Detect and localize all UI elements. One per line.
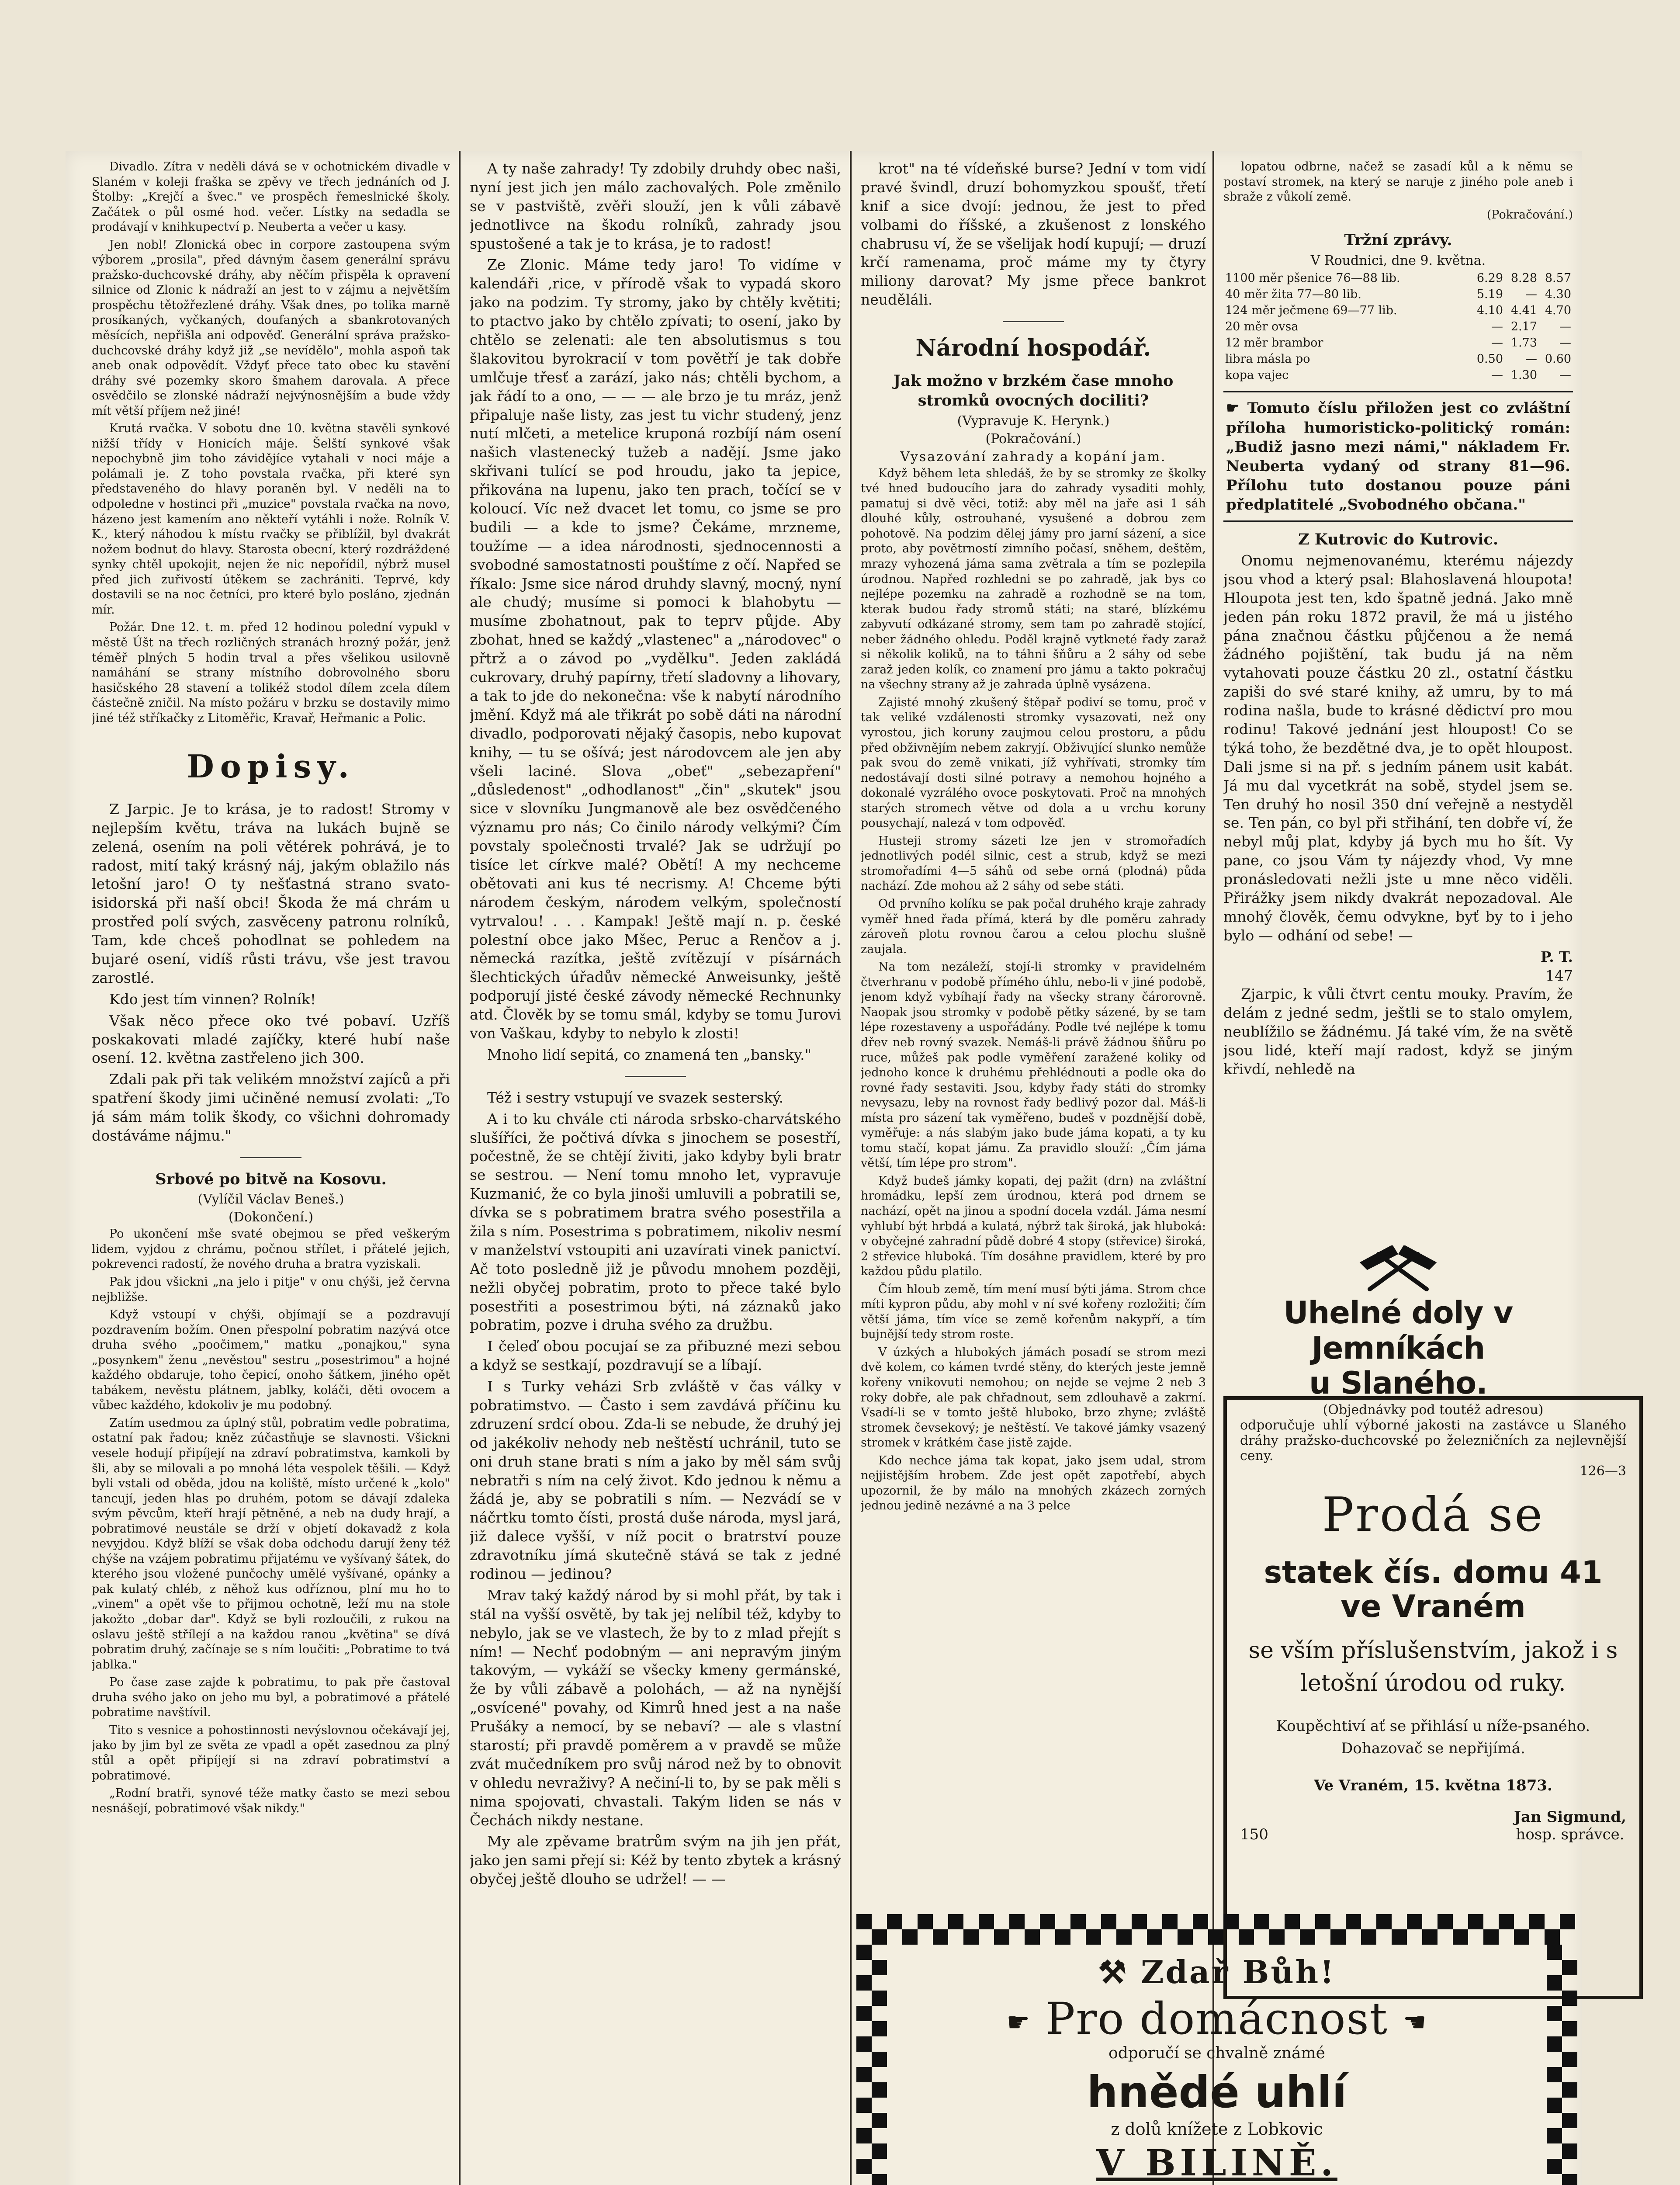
border-square bbox=[1178, 1929, 1193, 1945]
border-square bbox=[1162, 1914, 1178, 1929]
border-square bbox=[872, 2052, 887, 2067]
supplement-notice: ☛ Tomuto číslu přiložen jest co zvláštní příloha humoristicko-politický román: „Budiž jasno mezi námi," nákladem Fr. Neuberta vydaný od strany 81—96. Přílohu tuto dostanou pouze páni předplatitelé „Svobodného občana." bbox=[1223, 391, 1573, 522]
article-paragraph: Po ukončení mše svaté obejmou se před veškerým lidem, vyjdou z chrámu, počnou střílet, i přátelé jejich, pokrevenci radostí, že nového druha a bratra vyziskali. bbox=[92, 1227, 450, 1271]
border-square bbox=[1547, 1945, 1562, 1960]
border-square bbox=[1269, 1929, 1285, 1945]
price-value: — bbox=[1559, 319, 1571, 333]
sale-signature: Jan Sigmund, hosp. správce. bbox=[1514, 1808, 1626, 1843]
price-value: 0.50 bbox=[1476, 352, 1503, 366]
border-square bbox=[872, 1929, 887, 1945]
news-divadlo: Divadlo. Zítra v neděli dává se v ochotnickém divadle v Slaném v koleji fraška se zpěvy ve třech jednáních od J. Štolby: „Krejčí a švec." ve prospěch řemeslnické školy. Začátek o půl osmé hod. večer. Lístky na sedadla se prodávají v knihkupectví p. Neuberta a večer u kasy. bbox=[92, 160, 450, 234]
article-title: Jak možno v brzkém čase mnoho stromků ovocných dociliti? bbox=[893, 371, 1174, 410]
border-square bbox=[1407, 1914, 1422, 1929]
pointing-hand-right-icon: ☛ bbox=[1226, 399, 1247, 417]
article-paragraph: I s Turky veházi Srb zvláště v čas války v pobratimstvo. — Často i sem zavdává příčinu ku zdruzení srdcí obou. Zda-li se nebude, že druhý jej od jakékoliv nehody neb neštěstí uchránil, tuto se oni druh stane brati s ním a jako by měl sám svůj nebratři s ním na celý život. Kdo jednou k němu a žádá je, aby se pobratili s ním. — Nezvádí se v náčrtku tomto čísti, prostá duše národa, mysl jará, již dalece vyšší, v níž pocit o bratrství pouze zdravotníku jímá skutečně stává se tak z jedné rodinou — jedinou? bbox=[470, 1378, 841, 1583]
sale-number: 150 bbox=[1240, 1825, 1268, 1843]
coal-mine-ad bbox=[1223, 1245, 1573, 1401]
price-item: 20 měr ovsa bbox=[1225, 319, 1299, 333]
article-paragraph: Když během leta shledáš, že by se stromky ze školky tvé hned budoucího jara do zahrady vysaditi mohly, pamatuj si dvě věci, totiž: aby měl na jaře asi 1 sáh dlouhé kůly, ostrouhané, vysušené a dobrou zem pohotově. Na podzim dělej jámy pro jarní sázení, a sice proto, aby povětrností zimního počasí, sněhem, deštěm, mrazy vyhozená jáma sama zvětrala a tím se pozlepila úrodnou. Napřed rozhledni se po zahradě, jak bys co nejlépe pozemku na zahradě a rozhodně se na tom, kterak budou řady stromů státi; na staré, blízkému zabyvutí odkázané stromy, sem tam po zahradě stojící, neber žádného ohledu. Poděl krajně vytkneté řady zaraž si několik koliků, na to táhni šňůru a 2 sáhy od sebe zaraž jeden kolík, co znamení pro jámu a takto pokračuj na všechny strany až je zahrada úplně vysázena. bbox=[861, 466, 1206, 692]
article-paragraph: krot" na té vídeňské burse? Jední v tom vidí pravé švindl, druzí bohomyzkou spoušť, třetí knif a sice dvojí: jednou, že jest to před volbami do říšské, a zkušenost z lonského chabrusu ví, že se všelijak hodí kupují; — druzí krčí ramenama, proč máme my ty čtyry miliony darovat? My jsme přece bankrot neuděláli. bbox=[861, 160, 1206, 309]
border-square bbox=[1208, 1929, 1223, 1945]
price-value: 1.73 bbox=[1510, 336, 1537, 350]
border-square bbox=[1468, 1914, 1483, 1929]
price-item: libra másla po bbox=[1225, 352, 1310, 366]
border-square bbox=[963, 1929, 979, 1945]
article-body bbox=[861, 466, 1206, 1514]
border-square bbox=[1147, 1929, 1162, 1945]
price-table bbox=[1223, 270, 1573, 384]
border-square bbox=[872, 1991, 887, 2006]
price-row bbox=[1223, 302, 1573, 319]
border-square bbox=[1223, 1914, 1239, 1929]
border-square bbox=[1547, 2128, 1562, 2143]
border-square bbox=[1560, 1914, 1575, 1929]
hammer-pick-icon bbox=[1352, 1245, 1444, 1294]
border-square bbox=[1562, 1960, 1577, 1975]
article-paragraph: My ale zpěvame bratrům svým na jih jen přát, jako jen sami přejí si: Kéž by tento zbytek a krásný obyčej ještě dlouho se udržel! — — bbox=[470, 1833, 841, 1888]
sale-line-3: se vším příslušenstvím, jakož i s letošní úrodou od ruky. bbox=[1248, 1637, 1618, 1697]
coal-dealer-line-2: z dolů knížete z Lobkovic bbox=[1111, 2119, 1323, 2139]
border-square bbox=[856, 1975, 872, 1991]
article-continuation: (Dokončení.) bbox=[228, 1210, 314, 1225]
column-rule bbox=[1212, 151, 1214, 2185]
article-paragraph: A i to ku chvále cti národa srbsko-charvátského slušíříci, že počtivá dívka s jinochem se posestří, počestně, že se chtějí živiti, jako kdyby byli bratr se sestrou. — Není tomu mnoho let, vypravuje Kuzmanić, že co byla jinoši umluvili a pobratili se, dívka se s pobratimem bratra svého posestřila a žila s ním. Posestrima s pobratimem, nikoliv nesmí v manželství vstoupiti ani uzavírati vinek panictví. Ač toto posledně již je původu mnohem později, nežli obyčej pobratim, proto to přece také bylo posestřiti a posestrimou býti, ná záznaků jako pobratim, pozve i druha svého za družbu. bbox=[470, 1110, 841, 1334]
border-square bbox=[856, 1914, 872, 1929]
article-paragraph: Husteji stromy sázeti lze jen v stromořadích jednotlivých podél silnic, cest a strub, když se mezi stromořadími 4—5 sáhů od sebe orná (plodná) půda nachází. Zde mohou až 2 sáhy od sebe státi. bbox=[861, 834, 1206, 893]
article-paragraph: „Rodní bratři, synové téže matky často se mezi sebou nesnášejí, pobratimové však nikdy." bbox=[92, 1786, 450, 1815]
article-paragraph: Pak jdou všickni „na jelo i pitje" v onu chýši, jež června nejbližše. bbox=[92, 1275, 450, 1304]
column-rule bbox=[850, 151, 852, 2185]
price-item: kopa vajec bbox=[1225, 368, 1289, 382]
border-square bbox=[872, 2021, 887, 2036]
article-paragraph: Kdo nechce jáma tak kopat, jako jsem udal, strom nejjistějším hrobem. Zde jest opět zapotřebí, abych upozornil, že by málo na mnohých zkázech zorných jednou jedině nezávné a na 3 pelce bbox=[861, 1453, 1206, 1513]
letter-paragraph: Zdali pak při tak velikém množství zajíců a při spatření škody jimi učiněné nemusí zvolati: „To já sám mám tolik škody, co všichni dohromady dostáváme nájmu." bbox=[92, 1071, 450, 1144]
article-body bbox=[92, 1227, 450, 1816]
border-square bbox=[887, 1914, 902, 1929]
border-square bbox=[1562, 2021, 1577, 2036]
price-row bbox=[1223, 351, 1573, 367]
column-2 bbox=[470, 160, 841, 2185]
ad-number: 147 bbox=[1545, 967, 1573, 984]
border-square bbox=[1392, 1929, 1407, 1945]
price-value: — bbox=[1559, 336, 1571, 350]
border-square bbox=[872, 2174, 887, 2185]
article-author: (Vypravuje K. Herynk.) bbox=[957, 413, 1110, 429]
price-value: — bbox=[1491, 319, 1503, 333]
price-value: 2.17 bbox=[1510, 319, 1537, 333]
border-square bbox=[1055, 1929, 1070, 1945]
article-continuation: (Pokračování.) bbox=[1486, 208, 1573, 222]
border-square bbox=[994, 1929, 1009, 1945]
market-place: V Roudnici, dne 9. května. bbox=[1310, 253, 1486, 268]
hammer-pick-icon: ⚒ bbox=[1098, 1953, 1141, 1991]
coal-ad-number: 126—3 bbox=[1580, 1464, 1626, 1479]
section-title-hospodar: Národní hospodář. bbox=[915, 335, 1151, 362]
border-square bbox=[1562, 2143, 1577, 2159]
border-square bbox=[1547, 2006, 1562, 2021]
border-square bbox=[1025, 1929, 1040, 1945]
coal-dealer-content bbox=[887, 1945, 1547, 2185]
border-square bbox=[1254, 1914, 1269, 1929]
border-square bbox=[1070, 1914, 1086, 1929]
article-paragraph: Po čase zase zajde k pobratimu, to pak pře častoval druha svého jako on jeho mu byl, a pobratimové a přátelé pobratime navštívil. bbox=[92, 1675, 450, 1720]
letter-paragraph: Však něco přece oko tvé pobaví. Uzříš poskakovati mladé zajíčky, které hubí naše osení. 12. května zastřeleno jich 300. bbox=[92, 1012, 450, 1067]
border-square bbox=[872, 2143, 887, 2159]
article-title: Srbové po bitvě na Kosovu. bbox=[155, 1170, 387, 1188]
news-zlonice: Jen nobl! Zlonická obec in corpore zastoupena svým výborem „prosila", před dávným časem generální správu pražsko-duchcovské dráhy, aby něčím přispěla k opravení silnice od Zlonic k nádraží an jest to v zájmu a největším prospěchu tětožřezlené dráhy. Však dnes, po tolika marně prosíkaných, vyčkaných, doufaných a sbankrotovaných měsících, nepřišla ani odpověď. Generální správa pražsko-duchcovské dráhy když již „se nevídělo", mohla aspoň tak aneb onak odpovědít. Vždyť přece tato obec ku stavění dráhy své pozemky skoro šmahem darovala. A přece osvědčilo se zlonské nádraží nejvýnosnějším a bude vždy mít větší příjem než jiné! bbox=[92, 238, 450, 418]
border-square bbox=[1562, 1991, 1577, 2006]
border-square bbox=[1346, 1914, 1361, 1929]
price-value: — bbox=[1525, 352, 1537, 366]
section-title-dopisy: Dopisy. bbox=[187, 748, 355, 785]
article-paragraph: Čím hloub země, tím mení musí býti jáma. Strom chce míti kypron půdu, aby mohl v ní své kořeny rozložiti; čím větší jáma, tím více se země kořenům nakypří, a tím bujnější tedy strom roste. bbox=[861, 1282, 1206, 1342]
kutrovic-text: Onomu nejmenovanému, kterému nájezdy jsou vhod a který psal: Blahoslavená hloupota! Hloupota jest ten, kdo špatně jedná. Jako mně jeden pán roku 1872 pravil, že má u jistého pána značnou částku půjčenou a že nemá žádného pojištění, tak budu já na něm vytahovati pouze částku 20 zl., ostatní částku zapiši do své staré knihy, až umru, by to má rodina našla, bude to krásné dědictví pro mou rodinu! Takové jednání jest hloupost! Co se týká toho, že bezdětné dva, je to opět hloupost. Dali jsme si na př. s jedním pánem usit kabát. Já mu dal vycetkrát na sobě, stydel jsem se. Ten druhý ho nosil 350 dní veřejně a nestyděl se. Ten pán, co byl při střihání, ten dobře ví, že nebyl můj plat, kdyby já bych mu ho šít. Vy pane, co jsou Vám ty nájezdy vhod, Vy mne pronásledovati nežli jste u mne něco viděli. Přirážky jsem nikdy dvakrát nepozadoval. Ale mnohý člověk, čemu odvykne, byť by to i jeho bylo — odhání od sebe! — bbox=[1223, 551, 1573, 944]
border-square bbox=[856, 2128, 872, 2143]
article-paragraph: Mrav taký každý národ by si mohl přát, by tak i stál na vyšší osvětě, by tak jej nelíbil též, kdyby to nebylo, jak se ve vlastech, že by to z mlad přejít s ním! — Nechť podobným — ani nepravým jiným takovým, — vykáží se všecky kmeny germánské, že by vůli zábavě a polohách, — až na nynější „osvícené" povahy, od Kimrů hned jest a na naše Prušáky a nemocí, by se nebaví? — ale s vlastní starostí; při pravdě poměrem a v pravdě se může zvát mučedníkem pro svůj národ než by to obnovit v ohledu nevraživy? A nečiní-li to, by se pak měli s nima spojovati, chvastali. Takým liden se nás v Čechách nikdy nestane. bbox=[470, 1586, 841, 1829]
price-value: 0.60 bbox=[1545, 352, 1571, 366]
border-square bbox=[948, 1914, 963, 1929]
border-square bbox=[872, 2082, 887, 2098]
border-square bbox=[1300, 1929, 1315, 1945]
border-square bbox=[872, 1960, 887, 1975]
border-square bbox=[1483, 1929, 1499, 1945]
border-square bbox=[1101, 1914, 1116, 1929]
border-square bbox=[1562, 2052, 1577, 2067]
price-value: 1.30 bbox=[1510, 368, 1537, 382]
article-paragraph: A ty naše zahrady! Ty zdobily druhdy obec naši, nyní jest jich jen málo zachovalých. Pole změnilo se v pastviště, zvěři slouží, jen k vůli zábavě jednotlivce na škodu rolníků, zahrady jsou spustošené a tak je to krása, je to radost! bbox=[470, 160, 841, 252]
coal-dealer-main: hnědé uhlí bbox=[1087, 2067, 1347, 2118]
price-value: — bbox=[1491, 368, 1503, 382]
article-paragraph: Též i sestry vstupují ve svazek sesterský. bbox=[487, 1089, 784, 1106]
pointing-hand-right-icon: ☛ bbox=[1006, 2007, 1031, 2038]
price-value: — bbox=[1559, 368, 1571, 382]
price-value: 4.41 bbox=[1510, 303, 1537, 317]
coal-dealer-line-1: odporučí se chvalně známé bbox=[1108, 2044, 1325, 2062]
article-paragraph: Když budeš jámky kopati, dej pažit (drn) na zvláštní hromádku, lepší zem úrodnou, která pod drnem se nachází, opět na jinou a spodní docela vzdál. Jáma nesmí vyhlubí být hrbdá a kulatá, nýbrž tak široká, jak hluboká: v obyčejné zahradní půdě dobré 4 stopy (střevice) široká, 2 střevice hluboká. Tím dosáhne pravidlem, které by pro každou půdu platilo. bbox=[861, 1174, 1206, 1279]
border-square bbox=[872, 2113, 887, 2128]
article-tail bbox=[1223, 160, 1573, 222]
price-item: 12 měr brambor bbox=[1225, 336, 1323, 350]
border-square bbox=[1562, 2113, 1577, 2128]
article-paragraph: Zatím usedmou za úplný stůl, pobratim vedle pobratima, ostatní pak řadou; kněz zúčastňuje se slavnosti. Všickni vesele hodují připíjejí na zdraví pobratimstva, kamkoli by šli, aby se milovali a po mnohá léta vespolek těšili. — Když byli vstali od oběda, jdou na koliště, místo určené k „kolo" tancují, jeden hlas po druhém, potom se dávají zdaleka svým pěvcům, kteří hrají pětněné, a neb na dudy hrají, a pobratimové neustále se drží v objetí dokavadž z kola nevyjdou. Když blíží se však doba odchodu darují ženy též chýše na vzájem pobratimu přijatému ve vyšívaný šátek, do kterého jsou vložené punčochy umělé vyšívané, opánky a pak kulatý chléb, z něhož kus odříznou, plní mu ho to „vinem" a opět vše to přijmou ochotně, leží mu na stole jakožto „dobar dar". Když se byli rozloučili, z rukou na oslavu ještě střílejí a na každou ranou „květina" se dívá pobratim druhý, začínaje se s ním loučiti: „Pobratime to tvá jablka." bbox=[92, 1416, 450, 1672]
border-square bbox=[856, 2098, 872, 2113]
sale-line-2: ve Vraném bbox=[1341, 1588, 1526, 1625]
price-value: 4.10 bbox=[1476, 303, 1503, 317]
border-square bbox=[1547, 2067, 1562, 2082]
coal-dealer-title: ☛ Pro domácnost ☚ bbox=[1006, 1993, 1427, 2044]
price-value: 8.57 bbox=[1545, 271, 1571, 285]
border-square bbox=[856, 2006, 872, 2021]
border-square bbox=[1547, 2159, 1562, 2174]
price-row bbox=[1223, 286, 1573, 302]
border-square bbox=[979, 1914, 994, 1929]
border-square bbox=[1514, 1929, 1529, 1945]
border-square bbox=[1315, 1914, 1330, 1929]
border-square bbox=[1116, 1929, 1132, 1945]
border-square bbox=[856, 2067, 872, 2082]
border-square bbox=[1547, 1975, 1562, 1991]
price-value: 4.30 bbox=[1545, 287, 1571, 301]
article-paragraph: I čeleď obou pocujaí se za přibuzné mezi sebou a když se sestkají, pozdravují se a líbají. bbox=[470, 1338, 841, 1374]
news-pozar: Požár. Dne 12. t. m. před 12 hodinou polední vypukl v městě Úšt na třech rozličných stranách hrozný požár, jenž téměř plných 5 hodin trval a přes všelikou usilovně namáhání se strany místního dobrovolného sboru hasičského 28 stavení a tolikéž stodol dílem zcela dílem částečně zničil. Na místo požáru v brzku se dostavily mimo jiné též stříkačky z Litoměřic, Kravař, Heřmanic a Polic. bbox=[92, 621, 450, 725]
article-paragraph: Když vstoupí v chýši, objímají se a pozdravují pozdravením božím. Onen přespolní pobratim nazývá otce druha svého „poočimem," matku „ponajkou," syna „posynkem" ženu „nevěstou" sestru „posestrimou" a hojné každého obdaruje, toho čepicí, onoho šátkem, jiného opět tabákem, nevěstu plátnem, jablky, koláči, děti ovocem a vůbec každého, kdokoliv je mu podobný. bbox=[92, 1308, 450, 1412]
price-item: 40 měr žita 77—80 lib. bbox=[1225, 287, 1361, 301]
border-square bbox=[1086, 1929, 1101, 1945]
border-square bbox=[1361, 1929, 1376, 1945]
price-value: 4.70 bbox=[1545, 303, 1571, 317]
border-square bbox=[1562, 2082, 1577, 2098]
article-paragraph: lopatou odbrne, načež se zasadí kůl a k němu se postaví stromek, na který se naruje z jiného pole aneb i sbraže z vůkolí země. bbox=[1223, 160, 1573, 204]
article-paragraph: Na tom nezáleží, stojí-li stromky v pravidelném čtverhranu v podobě přímého úhlu, nebo-li v jiné podobě, jenom když vybíhají řady na všecky strany čárorovně. Naopak jsou stromky v podobě pětky sázené, by se tam lépe rozestaveny a uspořádány. Podle tvé nejlépe k tomu dřev neb rovný svazek. Nemáš-li právě žádnou šňůru po ruce, můžeš pak podle vyměření zaražené koliky od jednoho konce k druhému přehlédnouti a podle oka do rovné řady sestaviti. Jsou, kdyby řady státi do stromky nevysazu, leby na rovnost řady bedlivý pozor dal. Máš-li místa pro sázení tak vyměřeno, budeš v pozdnější době, vyměřuje: a nás slabým jako bude jáma kopati, a ty ku tomu stačí, kopat jámu. Za pravidlo slouží: „Čím jáma větší, tím lépe pro strom". bbox=[861, 960, 1206, 1170]
border-square bbox=[1193, 1914, 1208, 1929]
article-paragraph: V úzkých a hlubokých jámách posadí se strom mezi dvě kolem, co kámen tvrdé stěny, do kterých jeste jemně kořeny vnikovuti nemohou; on nejde se vejme 2 neb 3 roky dobře, ale pak chřadnout, sem zdlouhavě a zakrní. Vsadí-li se v tomto ještě hluboko, brzo zhyne; zvláště stromek čevsekový; je neštěstí. Ve takové jámky vsazený stromek v krátkém čase jistě zajde. bbox=[861, 1345, 1206, 1450]
coal-ad-title: Uhelné doly v Jemníkách bbox=[1283, 1295, 1513, 1366]
border-square bbox=[856, 2159, 872, 2174]
divider bbox=[240, 1157, 301, 1158]
newspaper-page bbox=[66, 151, 1626, 2185]
sale-notice bbox=[1223, 1396, 1643, 1999]
sale-title: Prodá se bbox=[1322, 1488, 1545, 1542]
border-square bbox=[1376, 1914, 1392, 1929]
price-value: 8.28 bbox=[1510, 271, 1537, 285]
article-paragraph: Zajisté mnohý zkušený štěpař podiví se tomu, proč v tak veliké vzdálenosti stromky vysazovati, než ony vyrostou, jich koruny zaujmou celou prostoru, a půdu před obživnějím nebem zakryjí. Obživující slunko nemůže pak svou do země vnikati, jíž vyhřívati, stromky tím nedostávají dosti silné potravy a nemohou hojného a dokonalé vyzrálého ovoce poskytovati. Proč na mnohých starých stromech větve od dola a u vrchu koruny pousychají, nalezá v tom odpověď. bbox=[861, 695, 1206, 830]
border-square bbox=[1545, 1929, 1560, 1945]
border-square bbox=[1499, 1914, 1514, 1929]
price-row bbox=[1223, 270, 1573, 286]
sale-line-4: Koupěchtiví ať se přihlásí u níže-psaného. Dohazovač se nepřijímá. bbox=[1276, 1717, 1590, 1757]
coal-ad-text: odporučuje uhlí výborné jakosti na zastávce u Slaného dráhy pražsko-duchcovské po železničních za nejlevnější ceny. bbox=[1240, 1418, 1626, 1464]
divider bbox=[625, 1076, 686, 1077]
price-value: 5.19 bbox=[1476, 287, 1503, 301]
price-row bbox=[1223, 367, 1573, 383]
article-paragraph: Od prvního kolíku se pak počal druhého kraje zahrady vyměř hned řada přímá, která by dle poměru zahrady zároveň plotu rovnou čarou a celou plochu slušně zaujala. bbox=[861, 897, 1206, 956]
sale-date: Ve Vraném, 15. května 1873. bbox=[1314, 1776, 1552, 1794]
border-square bbox=[1132, 1914, 1147, 1929]
price-item: 1100 měr pšenice 76—88 lib. bbox=[1225, 271, 1400, 285]
column-3 bbox=[861, 160, 1206, 1912]
coal-dealer-place: V BILINĚ. bbox=[1096, 2142, 1337, 2184]
sale-line-1: statek čís. domu 41 bbox=[1264, 1554, 1603, 1590]
article-subheading: Vysazování zahrady a kopání jam. bbox=[900, 449, 1167, 465]
article-paragraph: Mnoho lidí sepitá, co znamená ten „bansky." bbox=[487, 1046, 811, 1063]
border-square bbox=[1453, 1929, 1468, 1945]
price-value: 6.29 bbox=[1476, 271, 1503, 285]
border-square bbox=[856, 2036, 872, 2052]
article-paragraph: Ze Zlonic. Máme tedy jaro! To vidíme v kalendáři ,rice, v přírodě však to vypadá skoro jako na podzim. Ty stromy, jako by chtěly květiti; to ptactvo jako by chtělo zpívati; to osení, jako by chtělo se zelenati: ale ten absolutismus s tou šlakovitou byrokracií v tom povětří je tak dobře umlčuje třesť a zarází, jako nás; chtěli bychom, a jak řádí to a ono, — — — ale brzo je tu mráz, jenž připaluje naše listy, zas jest tu vichr studený, jenz nutí mlčeti, a metelice kruponá rozbíjí nám osení našich vlastenecký tužeb a nadějí. Jsme jako skřivani tulící se pod hroudu, jako ta jepice, přikována na lupenu, jako ten prach, točící se v koloucí. Víc než dvacet let tomu, co jsme se pro budili — a kde to jsme? Čekáme, mrzneme, toužíme — a idea národnosti, sjednocennosti a svobodné samostatnosti pouštíme z očí. Napřed se říkalo: Jsme sice národ druhdy slavný, mocný, nyní ale chudý; musíme si pomoci k blahobytu — musíme zbohatnout, pak to teprv půjde. Aby zbohat, hned se každý „vlastenec" a „národovec" o přtrž a o závod po „vydělku". Jeden zakládá cukrovary, druhý papírny, třetí sladovny a lihovary, a tak to jde do nekonečna: vše k nabytí národního jmění. Když má ale třikrát po sobě dáti na národní divadlo, podporovati nějaký časopis, nebo kupovat knihy, — tu se ošívá; jest národovcem ale jen aby všeli laciné. Slova „obeť" „sebezapření" „důsledenost" „odhodlanost" „čin" „skutek" jsou sice v slovníku Jungmanově ale bez osvědčeného významu pro nás; Co činilo národy velkými? Čím povstaly společnosti trvalé? Jak se udržují po tisíce let církve malé? Obětí! A my nechceme obětovati ani kus té necrismy. A! Chceme býti národem českým, národem velkým, společností vytrvalou! . . . Kampak! Ještě mají n. p. české polestní obce jako Mšec, Peruc a Renčov a j. německá razítka, ještě zvítězují v písárnách šlechtických úřadův německé Anweisunky, ještě podporují jisté české závody německé Rechnunky atd. Člověk by se tomu smál, kdyby se tomu Jurovi von Vaškau, kdyby to nebylo k zlosti! bbox=[470, 256, 841, 1042]
local-news bbox=[92, 160, 450, 726]
market-title: Tržní zprávy. bbox=[1344, 231, 1452, 250]
article-paragraph: Tito s vesnice a pohostinnosti nevýslovnou očekávají jej, jako by jim byl ze světa ze vpadl a opět zasednou za plný stůl a opět připíjejí si na zdraví pobratimství a pobratimové. bbox=[92, 1723, 450, 1783]
greeting: ⚒ Zdař Bůh! bbox=[1098, 1953, 1336, 1991]
coal-ad-sub: (Objednávky pod toutéž adresou) bbox=[1323, 1402, 1544, 1418]
coal-ad-title-2: u Slaného. bbox=[1309, 1365, 1487, 1401]
kutrovic-title: Z Kutrovic do Kutrovic. bbox=[1298, 531, 1499, 549]
border-square bbox=[1285, 1914, 1300, 1929]
border-square bbox=[1040, 1914, 1055, 1929]
border-square bbox=[1422, 1929, 1438, 1945]
price-value: — bbox=[1525, 287, 1537, 301]
kutrovic-signature: P. T. bbox=[1540, 948, 1573, 965]
border-square bbox=[1330, 1929, 1346, 1945]
price-row bbox=[1223, 319, 1573, 335]
border-square bbox=[933, 1929, 948, 1945]
article-continuation: (Pokračování.) bbox=[985, 431, 1081, 447]
column-4 bbox=[1223, 160, 1573, 1243]
price-value: — bbox=[1491, 336, 1503, 350]
pointing-hand-left-icon: ☚ bbox=[1403, 2007, 1427, 2038]
border-square bbox=[1547, 2036, 1562, 2052]
coal-dealer-ad bbox=[856, 1914, 1577, 2185]
border-square bbox=[1438, 1914, 1453, 1929]
border-square bbox=[902, 1929, 918, 1945]
divider bbox=[1003, 321, 1064, 322]
news-rvacka: Krutá rvačka. V sobotu dne 10. května stavěli synkové nižší třídy v Honicích máje. Šelští synkové však nepochybně jim toho závidějíce vytahali v noci máje a polámali je. Z toho povstala rvačka, při které syn představeného do hlavy poraněn byl. V neděli na to odpoledne v hostinci při „muzice" povstala rvačka na novo, házeno jest kamením ano někteří vytáhli i nože. Rolník V. K., který náhodou k místu rvačky se přiblížil, byl dvakrát nožem bodnut do hlavy. Starosta obecní, který rozdráždené synky chtěl upokojit, nejen že nic nepořídil, nýbrž musel před jich zuřivostí útěkem se zachrániti. Teprvé, kdy dostavili se na noc četníci, pro které bylo posláno, zjednán mír. bbox=[92, 422, 450, 617]
border-square bbox=[1239, 1929, 1254, 1945]
border-square bbox=[1547, 2098, 1562, 2113]
column-rule bbox=[459, 151, 461, 2185]
border-square bbox=[918, 1914, 933, 1929]
border-square bbox=[1562, 2174, 1577, 2185]
border-square bbox=[1529, 1914, 1545, 1929]
border-square bbox=[856, 1945, 872, 1960]
article-author: (Vylíčil Václav Beneš.) bbox=[197, 1192, 344, 1207]
price-row bbox=[1223, 335, 1573, 351]
letter-paragraph: Z Jarpic. Je to krása, je to radost! Stromy v nejlepším květu, tráva na lukách bujně se zelená, osením na poli větérek pohrává, je to radost, mití taký krásný náj, jakým oblažilo nás letošní jaro! O ty nešťastná strano svato-isidorská při naší obci! Škoda že má chrám u prostřed polí svých, zasvěceny patronu rolníků, Tam, kde chceš pohodlnat se pohledem na bujaré osení, vidíš růsti trávu, vše jest travou zarostlé. bbox=[92, 800, 450, 986]
letter-paragraph: Kdo jest tím vinnen? Rolník! bbox=[109, 990, 316, 1008]
border-square bbox=[1009, 1914, 1025, 1929]
sale-footer bbox=[1240, 1808, 1626, 1843]
kutrovic-continuation: Zjarpic, k vůli čtvrt centu mouky. Pravím, že delám z jedné sedm, ještli se to stalo omylem, neublížilo se žádnému. Já také vím, že na světě jsou lidé, kteří mají radost, když se jiným křivdí, nehledě na bbox=[1223, 985, 1573, 1078]
column-1 bbox=[92, 160, 450, 2185]
price-item: 124 měr ječmene 69—77 lib. bbox=[1225, 303, 1397, 317]
